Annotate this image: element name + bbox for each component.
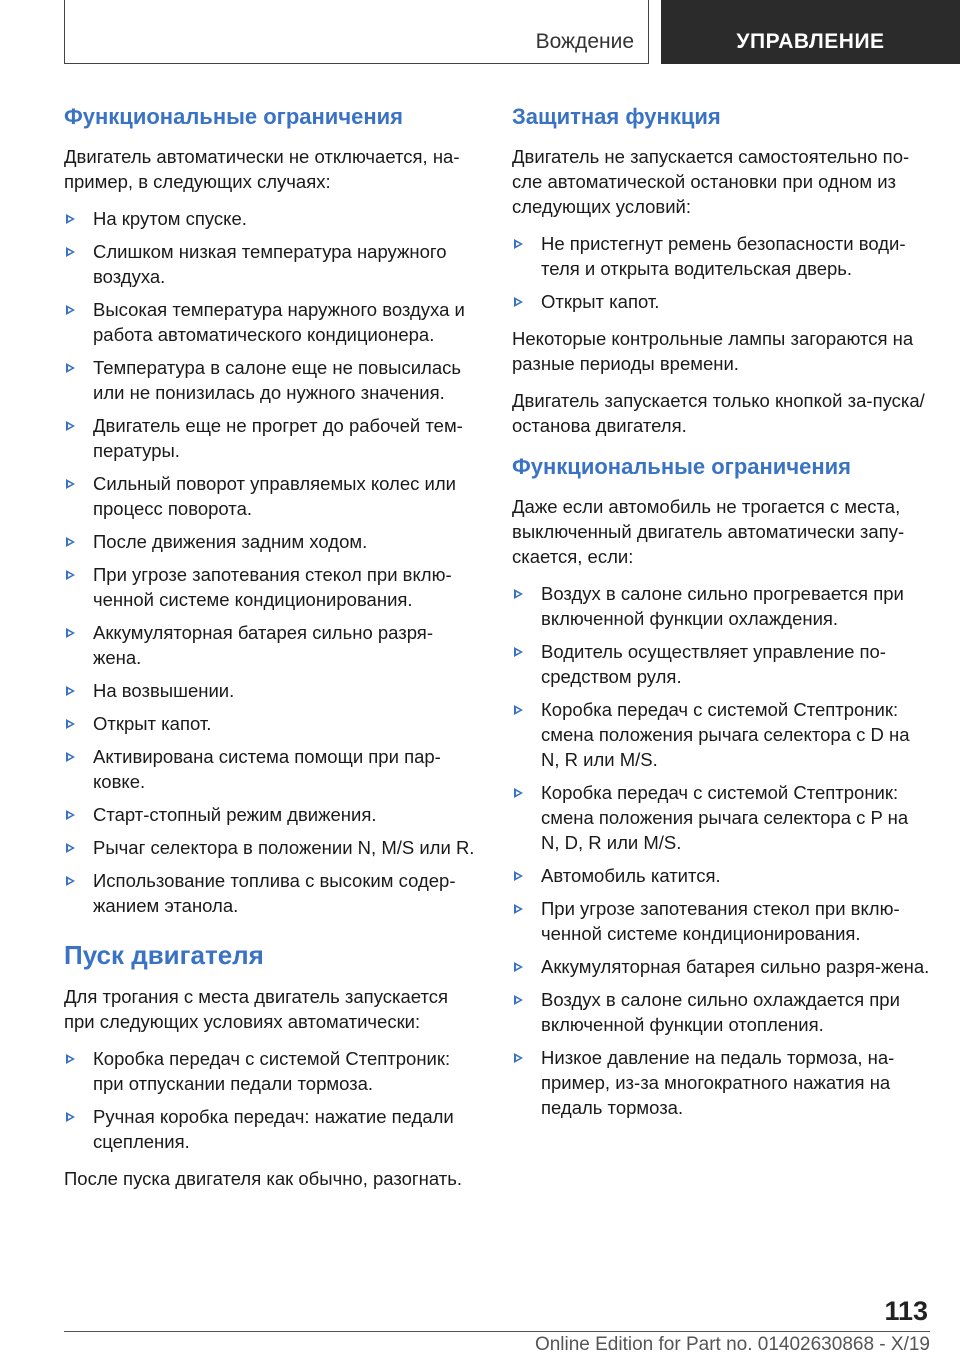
triangle-bullet-icon xyxy=(66,719,75,729)
triangle-bullet-icon xyxy=(514,871,523,881)
list-item: Температура в салоне еще не повысилась или не понизилась до нужного значения. xyxy=(64,355,476,405)
triangle-bullet-icon xyxy=(66,247,75,257)
page-number: 113 xyxy=(884,1296,928,1326)
triangle-bullet-icon xyxy=(66,752,75,762)
triangle-bullet-icon xyxy=(66,876,75,886)
triangle-bullet-icon xyxy=(514,1053,523,1063)
triangle-bullet-icon xyxy=(514,647,523,657)
list-item: Автомобиль катится. xyxy=(512,863,930,888)
triangle-bullet-icon xyxy=(66,363,75,373)
triangle-bullet-icon xyxy=(66,305,75,315)
triangle-bullet-icon xyxy=(66,1112,75,1122)
header-section-label: Вождение xyxy=(535,30,634,53)
bullet-list xyxy=(64,1046,476,1154)
header-chapter-tab xyxy=(661,0,960,64)
footer-edition: Online Edition for Part no. 01402630868 - X/19 xyxy=(534,1334,930,1355)
triangle-bullet-icon xyxy=(514,297,523,307)
triangle-bullet-icon xyxy=(66,628,75,638)
triangle-bullet-icon xyxy=(514,995,523,1005)
header-section-tab xyxy=(64,0,649,64)
bullet-list xyxy=(512,581,930,1120)
list-item: На крутом спуске. xyxy=(64,206,476,231)
triangle-bullet-icon xyxy=(514,705,523,715)
right-column xyxy=(512,100,930,1132)
heading-protective-function: Защитная функция xyxy=(512,104,721,129)
list-item: Сильный поворот управляемых колес или процесс поворота. xyxy=(64,471,476,521)
left-column xyxy=(64,100,476,1203)
triangle-bullet-icon xyxy=(514,788,523,798)
triangle-bullet-icon xyxy=(514,589,523,599)
heading-engine-start: Пуск двигателя xyxy=(64,940,264,970)
list-item: Аккумуляторная батарея сильно разря-жена. xyxy=(64,620,476,670)
paragraph: Двигатель запускается только кнопкой за-пуска/останова двигателя. xyxy=(512,390,925,436)
heading-functional-limits: Функциональные ограничения xyxy=(64,104,403,129)
triangle-bullet-icon xyxy=(66,810,75,820)
list-item: Низкое давление на педаль тормоза, на-пример, из-за многократного нажатия на педаль тормоза. xyxy=(512,1045,930,1120)
list-item: Воздух в салоне сильно прогревается при включенной функции охлаждения. xyxy=(512,581,930,631)
list-item: Высокая температура наружного воздуха и работа автоматического кондиционера. xyxy=(64,297,476,347)
bullet-list xyxy=(64,206,476,918)
triangle-bullet-icon xyxy=(66,421,75,431)
list-item: Рычаг селектора в положении N, M/S или R. xyxy=(64,835,476,860)
list-item: Коробка передач с системой Стептроник: смена положения рычага селектора с P на N, D, R или M/S. xyxy=(512,780,930,855)
list-item: Ручная коробка передач: нажатие педали сцепления. xyxy=(64,1104,476,1154)
list-item: При угрозе запотевания стекол при вклю-ченной системе кондиционирования. xyxy=(64,562,476,612)
list-item: Воздух в салоне сильно охлаждается при включенной функции отопления. xyxy=(512,987,930,1037)
triangle-bullet-icon xyxy=(66,1054,75,1064)
list-item: Коробка передач с системой Стептроник: при отпускании педали тормоза. xyxy=(64,1046,476,1096)
list-item: При угрозе запотевания стекол при вклю-ченной системе кондиционирования. xyxy=(512,896,930,946)
list-item: Слишком низкая температура наружного воздуха. xyxy=(64,239,476,289)
list-item: Аккумуляторная батарея сильно разря-жена. xyxy=(512,954,930,979)
triangle-bullet-icon xyxy=(66,843,75,853)
paragraph: Некоторые контрольные лампы загораются на разные периоды времени. xyxy=(512,328,914,374)
list-item: Водитель осуществляет управление по-средством руля. xyxy=(512,639,930,689)
triangle-bullet-icon xyxy=(514,904,523,914)
list-item: Активирована система помощи при пар-ковке. xyxy=(64,744,476,794)
list-item: Коробка передач с системой Стептроник: смена положения рычага селектора с D на N, R или M/S. xyxy=(512,697,930,772)
triangle-bullet-icon xyxy=(514,239,523,249)
list-item: На возвышении. xyxy=(64,678,476,703)
list-item: Открыт капот. xyxy=(512,289,930,314)
header-chapter-label: УПРАВЛЕНИЕ xyxy=(736,30,885,53)
footer-divider xyxy=(64,1331,930,1332)
paragraph: Даже если автомобиль не трогается с места, выключенный двигатель автоматически запу-скается, если: xyxy=(512,496,905,567)
list-item: Старт-стопный режим движения. xyxy=(64,802,476,827)
heading-functional-limits-2: Функциональные ограничения xyxy=(512,454,851,479)
list-item: Не пристегнут ремень безопасности води-теля и открыта водительская дверь. xyxy=(512,231,930,281)
triangle-bullet-icon xyxy=(66,537,75,547)
paragraph: Для трогания с места двигатель запускается при следующих условиях автоматически: xyxy=(64,986,448,1032)
triangle-bullet-icon xyxy=(66,570,75,580)
list-item: Двигатель еще не прогрет до рабочей тем-пературы. xyxy=(64,413,476,463)
triangle-bullet-icon xyxy=(66,686,75,696)
triangle-bullet-icon xyxy=(514,962,523,972)
paragraph: Двигатель не запускается самостоятельно по-сле автоматической остановки при одном из следующих условий: xyxy=(512,146,910,217)
list-item: После движения задним ходом. xyxy=(64,529,476,554)
list-item: Использование топлива с высоким содер-жанием этанола. xyxy=(64,868,476,918)
triangle-bullet-icon xyxy=(66,214,75,224)
paragraph: Двигатель автоматически не отключается, на-пример, в следующих случаях: xyxy=(64,146,460,192)
bullet-list xyxy=(512,231,930,314)
list-item: Открыт капот. xyxy=(64,711,476,736)
paragraph: После пуска двигателя как обычно, разогнать. xyxy=(64,1168,463,1189)
triangle-bullet-icon xyxy=(66,479,75,489)
